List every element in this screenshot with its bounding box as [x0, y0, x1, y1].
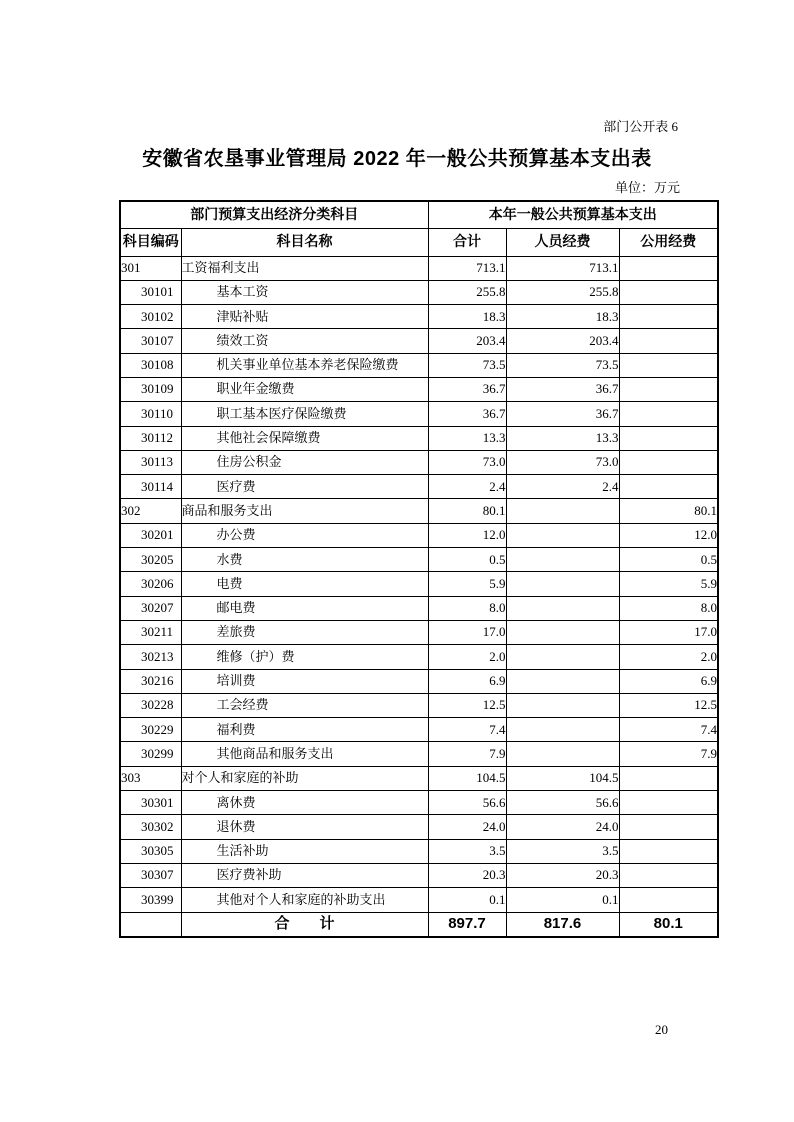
- table-row: [120, 620, 718, 644]
- cell-public: 12.0: [619, 523, 718, 547]
- cell-name: 维修（护）费: [181, 645, 428, 669]
- col-header-public: 公用经费: [619, 228, 718, 256]
- cell-code: 30109: [120, 377, 181, 401]
- cell-total: 73.5: [428, 353, 506, 377]
- total-label: 合 计: [181, 912, 428, 937]
- total-code-cell: [120, 912, 181, 937]
- cell-total: 2.0: [428, 645, 506, 669]
- header-group-row: [120, 201, 718, 228]
- cell-public: [619, 377, 718, 401]
- table-footer: [120, 912, 718, 937]
- cell-name: 退休费: [181, 815, 428, 839]
- cell-code: 301: [120, 256, 181, 280]
- table-header: [120, 201, 718, 256]
- cell-name: 其他对个人和家庭的补助支出: [181, 888, 428, 912]
- table-row: [120, 766, 718, 790]
- cell-code: 303: [120, 766, 181, 790]
- cell-code: 30101: [120, 280, 181, 304]
- cell-public: [619, 475, 718, 499]
- table-row: [120, 450, 718, 474]
- cell-total: 104.5: [428, 766, 506, 790]
- table-row: [120, 742, 718, 766]
- cell-code: 30307: [120, 863, 181, 887]
- cell-code: 30206: [120, 572, 181, 596]
- cell-personnel: [506, 742, 619, 766]
- cell-code: 30110: [120, 402, 181, 426]
- table-row: [120, 402, 718, 426]
- cell-code: 30112: [120, 426, 181, 450]
- cell-personnel: 18.3: [506, 305, 619, 329]
- cell-name: 其他商品和服务支出: [181, 742, 428, 766]
- cell-personnel: 56.6: [506, 791, 619, 815]
- cell-total: 255.8: [428, 280, 506, 304]
- cell-public: [619, 888, 718, 912]
- cell-total: 0.1: [428, 888, 506, 912]
- cell-total: 713.1: [428, 256, 506, 280]
- cell-public: [619, 839, 718, 863]
- table-row: [120, 791, 718, 815]
- cell-name: 绩效工资: [181, 329, 428, 353]
- cell-personnel: 713.1: [506, 256, 619, 280]
- table-row: [120, 256, 718, 280]
- table-row: [120, 329, 718, 353]
- col-header-code: 科目编码: [120, 228, 181, 256]
- cell-name: 机关事业单位基本养老保险缴费: [181, 353, 428, 377]
- cell-personnel: 36.7: [506, 377, 619, 401]
- cell-total: 12.5: [428, 693, 506, 717]
- cell-name: 水费: [181, 548, 428, 572]
- cell-total: 24.0: [428, 815, 506, 839]
- cell-code: 30113: [120, 450, 181, 474]
- cell-public: [619, 815, 718, 839]
- table-row: [120, 839, 718, 863]
- cell-personnel: 2.4: [506, 475, 619, 499]
- header-group-subject: 部门预算支出经济分类科目: [120, 201, 428, 228]
- cell-code: 30107: [120, 329, 181, 353]
- cell-name: 培训费: [181, 669, 428, 693]
- cell-personnel: [506, 523, 619, 547]
- table-row: [120, 718, 718, 742]
- cell-public: 80.1: [619, 499, 718, 523]
- table-row: [120, 863, 718, 887]
- cell-public: [619, 450, 718, 474]
- cell-code: 30102: [120, 305, 181, 329]
- cell-name: 商品和服务支出: [181, 499, 428, 523]
- cell-total: 6.9: [428, 669, 506, 693]
- cell-total: 12.0: [428, 523, 506, 547]
- table-row: [120, 596, 718, 620]
- cell-total: 7.4: [428, 718, 506, 742]
- cell-personnel: 73.5: [506, 353, 619, 377]
- cell-public: 8.0: [619, 596, 718, 620]
- cell-total: 36.7: [428, 377, 506, 401]
- cell-personnel: 255.8: [506, 280, 619, 304]
- page-title: 安徽省农垦事业管理局 2022 年一般公共预算基本支出表: [142, 148, 652, 170]
- cell-personnel: [506, 620, 619, 644]
- cell-personnel: [506, 645, 619, 669]
- cell-code: 30213: [120, 645, 181, 669]
- cell-public: [619, 791, 718, 815]
- cell-total: 80.1: [428, 499, 506, 523]
- table-row: [120, 815, 718, 839]
- cell-personnel: 104.5: [506, 766, 619, 790]
- cell-personnel: 203.4: [506, 329, 619, 353]
- cell-total: 17.0: [428, 620, 506, 644]
- cell-code: 30305: [120, 839, 181, 863]
- cell-name: 办公费: [181, 523, 428, 547]
- cell-code: 30201: [120, 523, 181, 547]
- cell-code: 30299: [120, 742, 181, 766]
- cell-total: 5.9: [428, 572, 506, 596]
- cell-name: 其他社会保障缴费: [181, 426, 428, 450]
- table-row: [120, 499, 718, 523]
- cell-name: 福利费: [181, 718, 428, 742]
- cell-personnel: 0.1: [506, 888, 619, 912]
- unit-label: 单位：万元: [614, 180, 680, 195]
- table-row: [120, 669, 718, 693]
- cell-public: 12.5: [619, 693, 718, 717]
- table-row: [120, 523, 718, 547]
- table-row: [120, 548, 718, 572]
- table-row: [120, 693, 718, 717]
- cell-name: 生活补助: [181, 839, 428, 863]
- cell-public: 17.0: [619, 620, 718, 644]
- cell-total: 56.6: [428, 791, 506, 815]
- cell-total: 18.3: [428, 305, 506, 329]
- table-row: [120, 426, 718, 450]
- cell-total: 73.0: [428, 450, 506, 474]
- cell-name: 住房公积金: [181, 450, 428, 474]
- cell-name: 差旅费: [181, 620, 428, 644]
- cell-personnel: [506, 499, 619, 523]
- table-row: [120, 280, 718, 304]
- cell-total: 203.4: [428, 329, 506, 353]
- table-row: [120, 353, 718, 377]
- cell-name: 职业年金缴费: [181, 377, 428, 401]
- cell-public: [619, 280, 718, 304]
- cell-public: [619, 426, 718, 450]
- cell-code: 30228: [120, 693, 181, 717]
- table-row: [120, 572, 718, 596]
- cell-name: 医疗费补助: [181, 863, 428, 887]
- cell-public: [619, 305, 718, 329]
- cell-personnel: [506, 718, 619, 742]
- cell-personnel: 73.0: [506, 450, 619, 474]
- table-row: [120, 475, 718, 499]
- cell-name: 电费: [181, 572, 428, 596]
- cell-code: 30302: [120, 815, 181, 839]
- cell-total: 8.0: [428, 596, 506, 620]
- cell-total: 7.9: [428, 742, 506, 766]
- cell-public: [619, 402, 718, 426]
- cell-personnel: [506, 596, 619, 620]
- cell-code: 30301: [120, 791, 181, 815]
- cell-name: 医疗费: [181, 475, 428, 499]
- header-group-budget: 本年一般公共预算基本支出: [428, 201, 718, 228]
- cell-name: 对个人和家庭的补助: [181, 766, 428, 790]
- table-body: [120, 256, 718, 912]
- cell-code: 30205: [120, 548, 181, 572]
- cell-public: 6.9: [619, 669, 718, 693]
- total-personnel-value: 817.6: [506, 912, 619, 937]
- table-row: [120, 377, 718, 401]
- cell-public: 5.9: [619, 572, 718, 596]
- table-row: [120, 888, 718, 912]
- cell-code: 30207: [120, 596, 181, 620]
- cell-public: [619, 329, 718, 353]
- cell-code: 30114: [120, 475, 181, 499]
- cell-name: 离休费: [181, 791, 428, 815]
- cell-personnel: 24.0: [506, 815, 619, 839]
- cell-name: 邮电费: [181, 596, 428, 620]
- cell-code: 30229: [120, 718, 181, 742]
- cell-name: 基本工资: [181, 280, 428, 304]
- budget-table: [119, 200, 719, 938]
- cell-public: [619, 353, 718, 377]
- cell-total: 36.7: [428, 402, 506, 426]
- cell-name: 工资福利支出: [181, 256, 428, 280]
- cell-name: 津贴补贴: [181, 305, 428, 329]
- table-row: [120, 645, 718, 669]
- cell-personnel: [506, 669, 619, 693]
- table-row: [120, 305, 718, 329]
- cell-public: 7.4: [619, 718, 718, 742]
- cell-personnel: [506, 693, 619, 717]
- cell-name: 职工基本医疗保险缴费: [181, 402, 428, 426]
- cell-code: 30216: [120, 669, 181, 693]
- cell-public: [619, 256, 718, 280]
- cell-personnel: [506, 572, 619, 596]
- col-header-total: 合计: [428, 228, 506, 256]
- cell-public: 7.9: [619, 742, 718, 766]
- total-sum-value: 897.7: [428, 912, 506, 937]
- cell-total: 20.3: [428, 863, 506, 887]
- cell-public: [619, 863, 718, 887]
- cell-code: 30108: [120, 353, 181, 377]
- cell-code: 302: [120, 499, 181, 523]
- corner-label: 部门公开表 6: [603, 119, 678, 134]
- header-columns-row: [120, 228, 718, 256]
- cell-personnel: [506, 548, 619, 572]
- cell-code: 30399: [120, 888, 181, 912]
- cell-public: 0.5: [619, 548, 718, 572]
- total-public-value: 80.1: [619, 912, 718, 937]
- cell-public: [619, 766, 718, 790]
- col-header-personnel: 人员经费: [506, 228, 619, 256]
- cell-name: 工会经费: [181, 693, 428, 717]
- cell-personnel: 3.5: [506, 839, 619, 863]
- cell-total: 0.5: [428, 548, 506, 572]
- cell-total: 13.3: [428, 426, 506, 450]
- cell-total: 2.4: [428, 475, 506, 499]
- col-header-name: 科目名称: [181, 228, 428, 256]
- cell-personnel: 13.3: [506, 426, 619, 450]
- cell-public: 2.0: [619, 645, 718, 669]
- cell-personnel: 20.3: [506, 863, 619, 887]
- page-number: 20: [655, 1022, 668, 1037]
- cell-total: 3.5: [428, 839, 506, 863]
- total-row: [120, 912, 718, 937]
- cell-code: 30211: [120, 620, 181, 644]
- cell-personnel: 36.7: [506, 402, 619, 426]
